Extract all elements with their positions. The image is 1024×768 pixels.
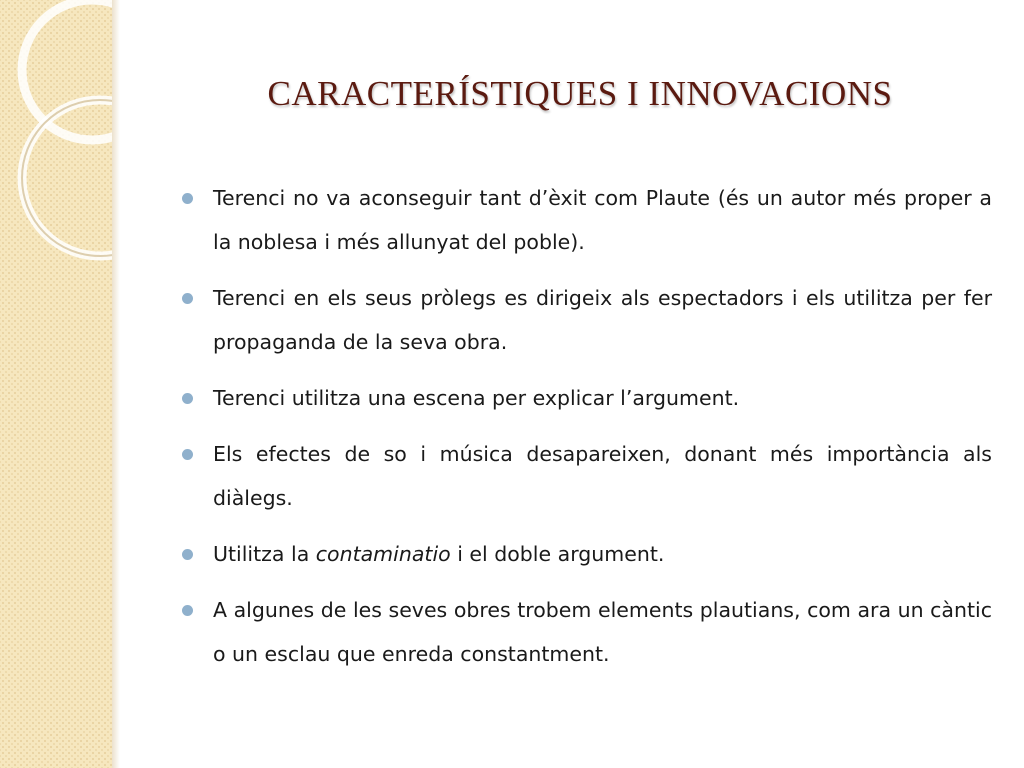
bullet-dot-icon	[182, 393, 193, 404]
bullet-item	[176, 376, 992, 420]
ring-middle-shadow	[22, 100, 112, 256]
bullet-text: Terenci utilitza una escena per explicar l’argument.	[213, 386, 740, 410]
decorative-rings	[0, 0, 112, 768]
bullet-item	[176, 588, 992, 676]
bullet-text: Terenci en els seus pròlegs es dirigeix als espectadors i els utilitza per fer propaganda de la seva obra.	[213, 286, 992, 354]
bullet-dot-icon	[182, 605, 193, 616]
bullet-item	[176, 432, 992, 520]
bullet-list	[176, 176, 992, 688]
bullet-text-pre: Utilitza la	[213, 542, 316, 566]
bullet-dot-icon	[182, 449, 193, 460]
bullet-text: Els efectes de so i música desapareixen, donant més importància als diàlegs.	[213, 442, 992, 510]
bullet-text: A algunes de les seves obres trobem elements plautians, com ara un càntic o un esclau que enreda constantment.	[213, 598, 992, 666]
bullet-text: Terenci no va aconseguir tant d’èxit com Plaute (és un autor més proper a la noblesa i més allunyat del poble).	[213, 186, 992, 254]
bullet-text-emphasis: contaminatio	[315, 542, 451, 566]
bullet-dot-icon	[182, 549, 193, 560]
bullet-item	[176, 532, 992, 576]
bullet-item	[176, 276, 992, 364]
bullet-item	[176, 176, 992, 264]
bullet-dot-icon	[182, 193, 193, 204]
decorative-sidebar	[0, 0, 112, 768]
sidebar-edge	[112, 0, 120, 768]
bullet-text-post: i el doble argument.	[450, 542, 665, 566]
ring-middle	[22, 100, 112, 256]
ring-large	[22, 0, 112, 140]
slide-title: CARACTERÍSTIQUES I INNOVACIONS	[267, 74, 893, 113]
bullet-dot-icon	[182, 293, 193, 304]
